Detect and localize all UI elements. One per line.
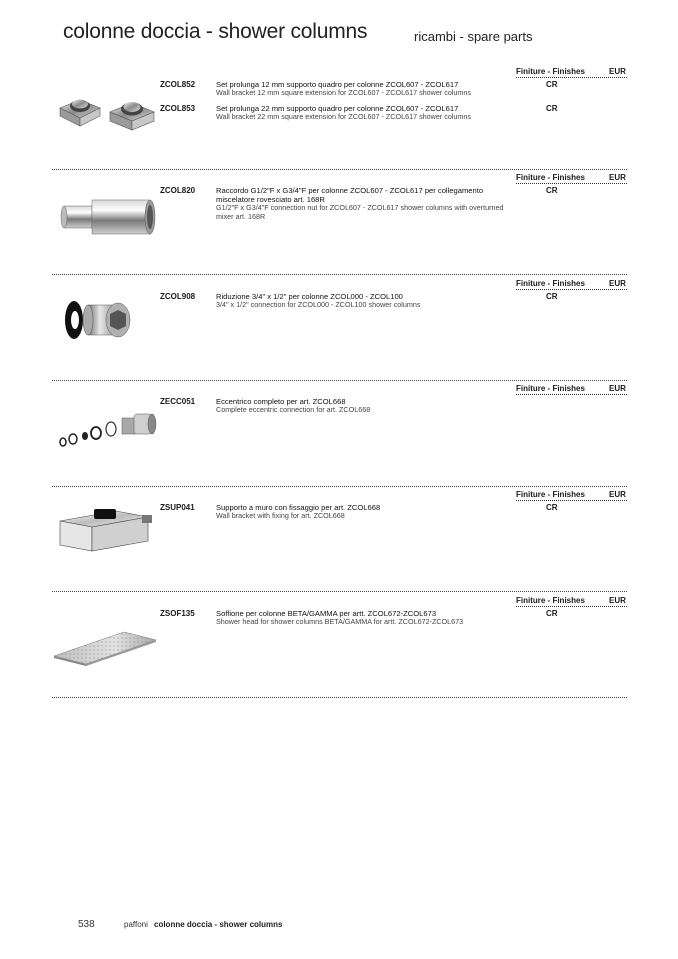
description-english: Wall bracket 22 mm square extension for ZCOL607 - ZCOL617 shower columns <box>216 112 471 121</box>
page-subtitle: ricambi - spare parts <box>414 29 533 44</box>
section-divider <box>52 697 627 698</box>
description-english: Shower head for shower columns BETA/GAMMA for artt. ZCOL672-ZCOL673 <box>216 617 464 626</box>
connection-nut-image <box>60 192 156 244</box>
header-divider <box>516 289 627 290</box>
description-italian: Raccordo G1/2"F x G3/4"F per colonne ZCOL607 - ZCOL617 per collegamento miscelatore rovesciato art. 168R <box>216 186 484 204</box>
finishes-header: Finiture - Finishes <box>516 173 585 182</box>
description-italian: Eccentrico completo per art. ZCOL668 <box>216 397 346 406</box>
eur-header: EUR <box>609 67 626 76</box>
finish-code: CR <box>546 609 558 618</box>
description-italian: Set prolunga 12 mm supporto quadro per colonne ZCOL607 - ZCOL617 <box>216 80 459 89</box>
footer-section-title: colonne doccia - shower columns <box>154 920 283 929</box>
bracket-extension-image <box>54 90 158 132</box>
description-english: Wall bracket with fixing for art. ZCOL668 <box>216 511 345 520</box>
product-code: ZCOL908 <box>160 292 196 301</box>
description-english: Wall bracket 12 mm square extension for ZCOL607 - ZCOL617 shower columns <box>216 88 471 97</box>
eur-header: EUR <box>609 173 626 182</box>
section-divider <box>52 274 627 275</box>
header-divider <box>516 77 627 78</box>
footer-brand: paffoni <box>124 920 148 929</box>
header-divider <box>516 500 627 501</box>
header-divider <box>516 183 627 184</box>
section-divider <box>52 380 627 381</box>
description-english: G1/2"F x G3/4"F connection nut for ZCOL607 - ZCOL617 shower columns with overturned mixer art. 168R <box>216 203 504 221</box>
eccentric-connection-image <box>56 408 158 450</box>
finish-code: CR <box>546 503 558 512</box>
shower-head-image <box>52 628 158 666</box>
product-code: ZSOF135 <box>160 609 195 618</box>
description-italian: Riduzione 3/4" x 1/2" per colonne ZCOL000 - ZCOL100 <box>216 292 403 301</box>
product-code: ZCOL853 <box>160 104 196 113</box>
eur-header: EUR <box>609 596 626 605</box>
description-english: 3/4" x 1/2" connection for ZCOL000 - ZCOL100 shower columns <box>216 300 421 309</box>
finish-code: CR <box>546 80 558 89</box>
product-code: ZSUP041 <box>160 503 195 512</box>
eur-header: EUR <box>609 490 626 499</box>
finishes-header: Finiture - Finishes <box>516 67 585 76</box>
header-divider <box>516 394 627 395</box>
description-italian: Soffione per colonne BETA/GAMMA per artt. ZCOL672-ZCOL673 <box>216 609 437 618</box>
wall-bracket-image <box>56 505 158 555</box>
product-code: ZCOL852 <box>160 80 196 89</box>
product-code: ZCOL820 <box>160 186 196 195</box>
description-italian: Supporto a muro con fissaggio per art. ZCOL668 <box>216 503 381 512</box>
section-divider <box>52 486 627 487</box>
finish-code: CR <box>546 186 558 195</box>
section-divider <box>52 591 627 592</box>
eur-header: EUR <box>609 384 626 393</box>
header-divider <box>516 606 627 607</box>
finishes-header: Finiture - Finishes <box>516 490 585 499</box>
section-divider <box>52 169 627 170</box>
product-code: ZECC051 <box>160 397 196 406</box>
description-italian: Set prolunga 22 mm supporto quadro per colonne ZCOL607 - ZCOL617 <box>216 104 459 113</box>
page-number: 538 <box>78 919 95 930</box>
description-english: Complete eccentric connection for art. ZCOL668 <box>216 405 371 414</box>
eur-header: EUR <box>609 279 626 288</box>
finishes-header: Finiture - Finishes <box>516 279 585 288</box>
reduction-fitting-image <box>62 295 138 345</box>
finish-code: CR <box>546 292 558 301</box>
finish-code: CR <box>546 104 558 113</box>
finishes-header: Finiture - Finishes <box>516 596 585 605</box>
finishes-header: Finiture - Finishes <box>516 384 585 393</box>
page-title: colonne doccia - shower columns <box>63 20 368 43</box>
